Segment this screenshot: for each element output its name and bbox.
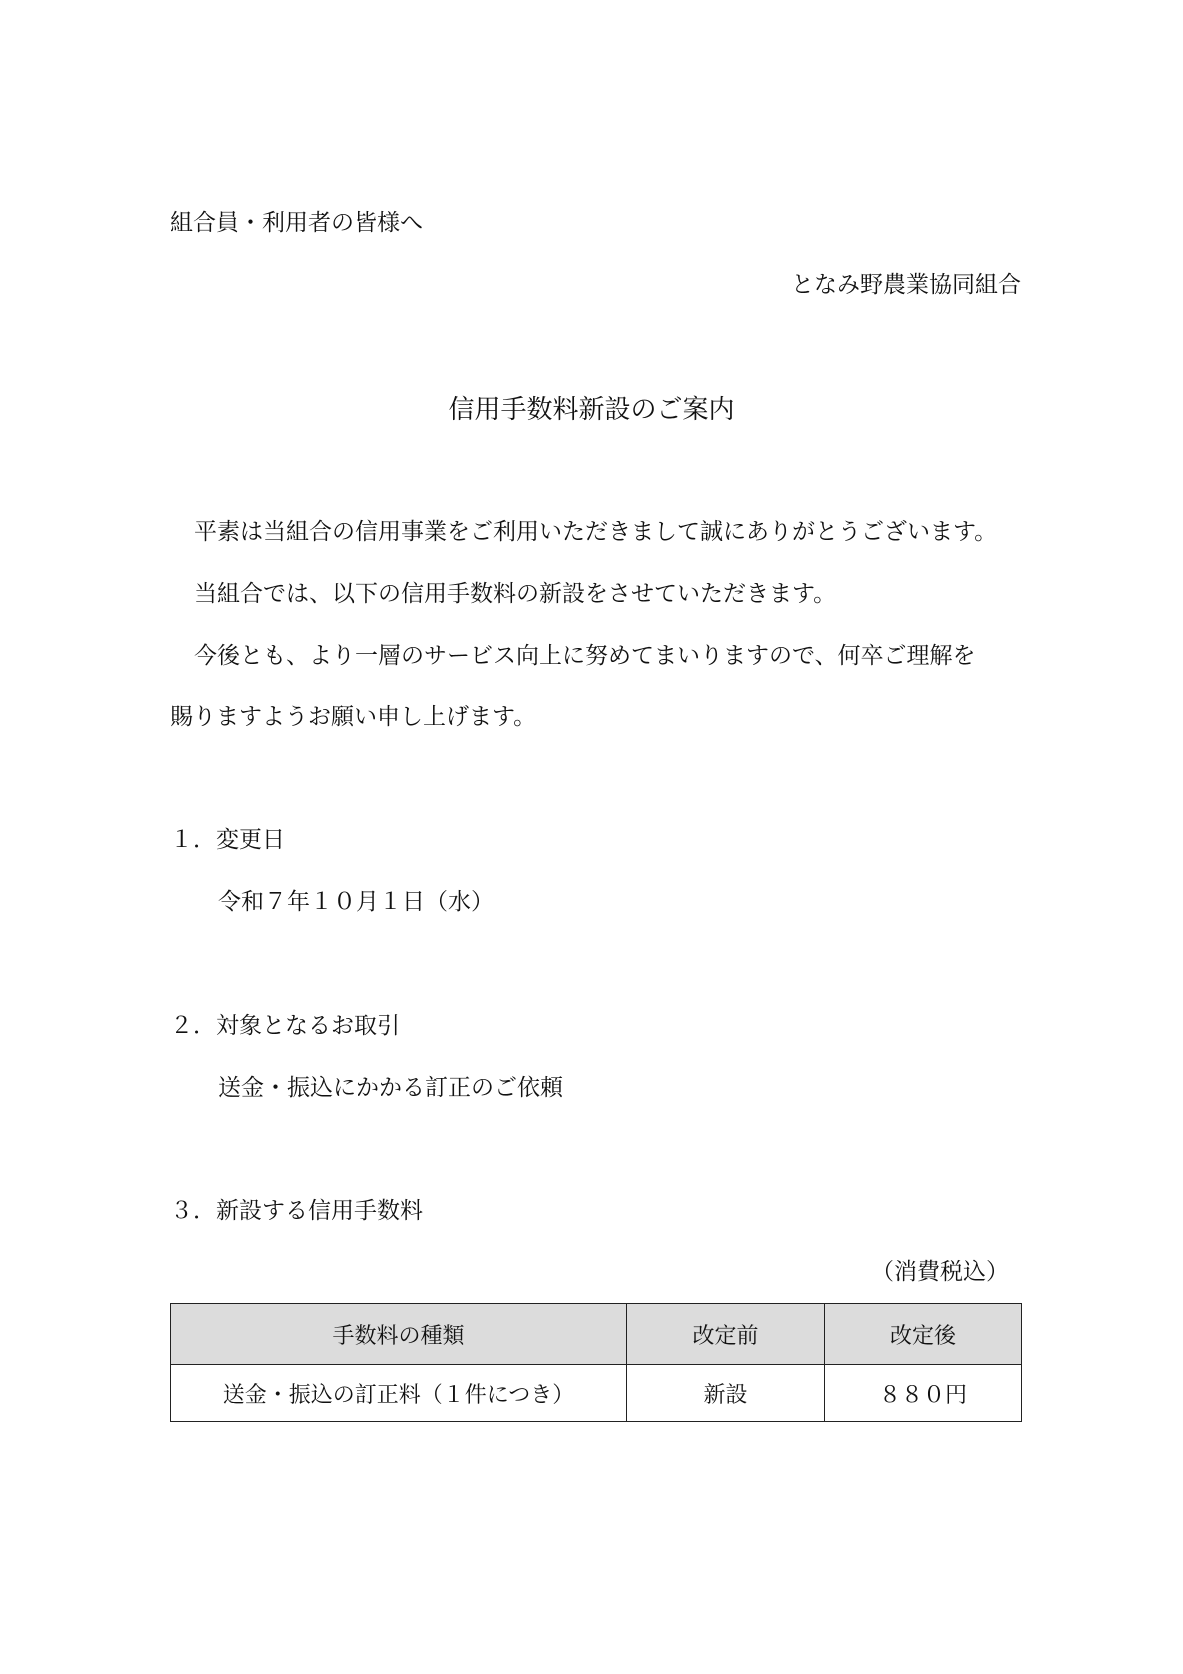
section-content-change-date: 令和７年１０月１日（水） xyxy=(218,889,494,915)
cell-after-revision: ８８０円 xyxy=(825,1365,1022,1422)
body-paragraph-4: 賜りますようお願い申し上げます。 xyxy=(170,704,537,730)
section-heading-target-transactions: ２．対象となるお取引 xyxy=(170,1013,400,1039)
addressee: 組合員・利用者の皆様へ xyxy=(170,210,423,236)
document-title: 信用手数料新設のご案内 xyxy=(448,395,735,425)
sender-organization: となみ野農業協同組合 xyxy=(791,272,1021,298)
body-paragraph-1: 平素は当組合の信用事業をご利用いただきまして誠にありがとうございます。 xyxy=(194,519,998,545)
header-before-revision: 改定前 xyxy=(627,1304,825,1365)
fee-table xyxy=(170,1303,1022,1422)
section-heading-change-date: １．変更日 xyxy=(170,827,285,853)
section-content-target-transactions: 送金・振込にかかる訂正のご依頼 xyxy=(218,1075,563,1101)
table-header-row xyxy=(171,1304,1022,1365)
body-paragraph-3: 今後とも、より一層のサービス向上に努めてまいりますので、何卒ご理解を xyxy=(194,643,976,669)
table-row xyxy=(171,1365,1022,1422)
header-after-revision: 改定後 xyxy=(825,1304,1022,1365)
header-fee-type: 手数料の種類 xyxy=(171,1304,627,1365)
cell-before-revision: 新設 xyxy=(627,1365,825,1422)
section-heading-new-fees: ３．新設する信用手数料 xyxy=(170,1198,423,1224)
tax-included-note: （消費税込） xyxy=(871,1259,1009,1285)
body-paragraph-2: 当組合では、以下の信用手数料の新設をさせていただきます。 xyxy=(194,581,837,607)
cell-fee-type: 送金・振込の訂正料（１件につき） xyxy=(171,1365,627,1422)
